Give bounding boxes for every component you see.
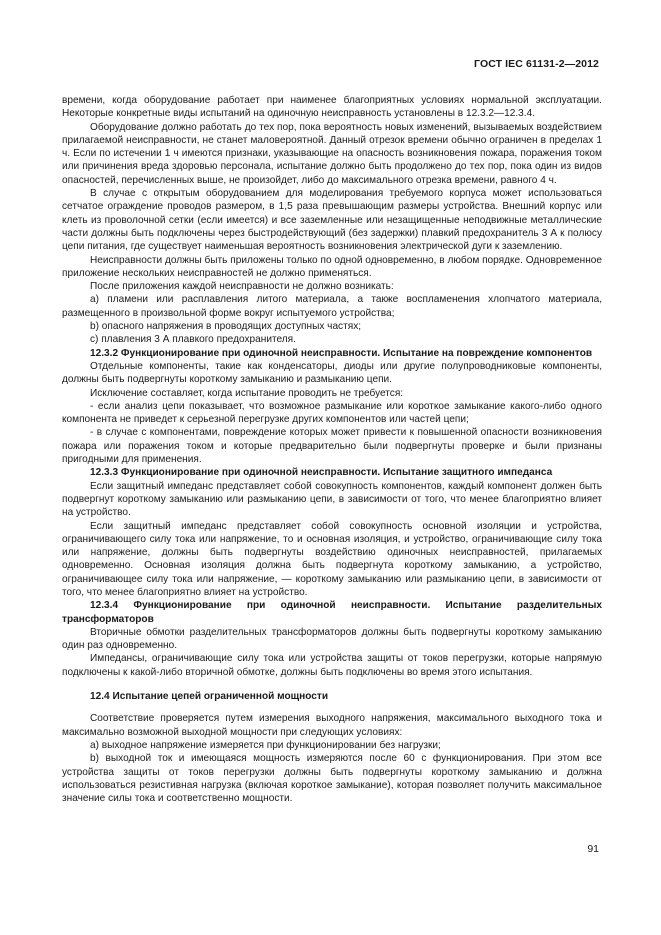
page-number: 91 — [587, 843, 599, 855]
paragraph: времени, когда оборудование работает при наименее благоприятных условиях нормальной эксплуатации. Некоторые конкретные виды испытаний на одиночную неисправность установлены в 12.3.2—12.3.4. — [62, 95, 602, 120]
paragraph: Неисправности должны быть приложены только по одной одновременно, в любом порядке. Одновременное приложение нескольких неисправностей не должно применяться. — [62, 254, 602, 279]
paragraph: Если защитный импеданс представляет собой совокупность основной изоляции и устройства, ограничивающего силу тока или напряжение, то и основная изоляция, и устройство, ограничивающие силу тока или напряжение, должны быть подвергнуты воздействию одиночных неисправностей, прилагаемых одновременно. Основная изоляция должна быть подвергнута короткому замыканию, а устройство, ограничивающее силу тока или напряжение, — короткому замыканию или размыканию цепи, в зависимости от того, что менее благоприятно влияет на устройство. — [62, 520, 602, 598]
paragraph: Если защитный импеданс представляет собой совокупность компонентов, каждый компонент должен быть подвергнут короткому замыканию или размыканию цепи, в зависимости от того, что менее благоприятно влияет на устройство. — [62, 480, 602, 519]
section-heading: 12.4 Испытание цепей ограниченной мощности — [90, 691, 329, 703]
paragraph: b) опасного напряжения в проводящих доступных частях; — [90, 321, 362, 333]
section-heading: 12.3.2 Функционирование при одиночной неисправности. Испытание на повреждение компонентов — [90, 347, 593, 359]
section-heading: 12.3.4 Функционирование при одиночной неисправности. Испытание разделительных трансформаторов — [62, 600, 602, 625]
paragraph: Импедансы, ограничивающие силу тока или устройства защиты от токов перегрузки, которые напрямую подключены к какой-либо вторичной обмотке, должны быть подключены во время этого испытания. — [62, 653, 602, 678]
document-body — [62, 94, 602, 805]
standard-header: ГОСТ IEC 61131-2—2012 — [474, 58, 599, 70]
paragraph: Оборудование должно работать до тех пор, пока вероятность новых изменений, вызываемых воздействием прилагаемой неисправности, не станет маловероятной. Данный отрезок времени обычно ограничен в пределах 1 ч. Если по истечении 1 ч имеются признаки, указывающие на опасность возникновения пожара, поражения током или причинения вреда здоровью персонала, испытание должно быть продолжено до тех пор, пока один из видов опасностей, перечисленных выше, не произойдет, либо до максимального отрезка времени, равного 4 ч. — [62, 121, 602, 186]
paragraph: a) выходное напряжение измеряется при функционировании без нагрузки; — [90, 739, 441, 751]
paragraph: Соответствие проверяется путем измерения выходного напряжения, максимального выходного тока и максимально возможной выходной мощности при следующих условиях: — [62, 713, 602, 738]
paragraph: - в случае с компонентами, повреждение которых может привести к повышенной опасности возникновения пожара или поражения током и которые предварительно были подвергнуты проверке и были признаны пригодными для применения. — [62, 427, 602, 466]
paragraph: В случае с открытым оборудованием для моделирования требуемого корпуса может использоваться сетчатое ограждение проводов размером, в 1,5 раза превышающим размеры устройства. Внешний корпус или клеть из проволочной сетки (если имеется) и все заземленные или незащищенные неподвижные металлические части должны быть подключены через быстродействующий (без задержки) плавкий предохранитель 3 А к полюсу цепи питания, где существует наименьшая вероятность возникновения электрической дуги к заземлению. — [62, 188, 602, 253]
paragraph: Исключение составляет, когда испытание проводить не требуется: — [90, 387, 404, 399]
paragraph: Вторичные обмотки разделительных трансформаторов должны быть подвергнуты короткому замыканию один раз одновременно. — [62, 626, 602, 652]
paragraph: Отдельные компоненты, такие как конденсаторы, диоды или другие полупроводниковые компоненты, должны быть подвергнуты короткому замыканию и размыканию цепи. — [62, 360, 602, 386]
section-heading: 12.3.3 Функционирование при одиночной неисправности. Испытание защитного импеданса — [90, 467, 553, 479]
paragraph: После приложения каждой неисправности не должно возникать: — [90, 281, 394, 293]
paragraph: a) пламени или расплавления литого материала, а также воспламенения хлопчатого материала, размещенного в произвольной форме вокруг испытуемого устройства; — [62, 294, 602, 319]
paragraph: b) выходной ток и имеющаяся мощность измеряются после 60 с функционирования. При этом все устройства защиты от токов перегрузки должны быть подвергнуты короткому замыканию и должна использоваться резистивная нагрузка (включая короткое замыкание), которая позволяет получить максимальное значение силы тока и соответственно мощности. — [62, 753, 602, 805]
paragraph: c) плавления 3 А плавкого предохранителя. — [90, 334, 296, 346]
paragraph: - если анализ цепи показывает, что возможное размыкание или короткое замыкание какого-либо одного компонента не приведет к серьезной перегрузке других компонентов или частей цепи; — [62, 400, 602, 426]
